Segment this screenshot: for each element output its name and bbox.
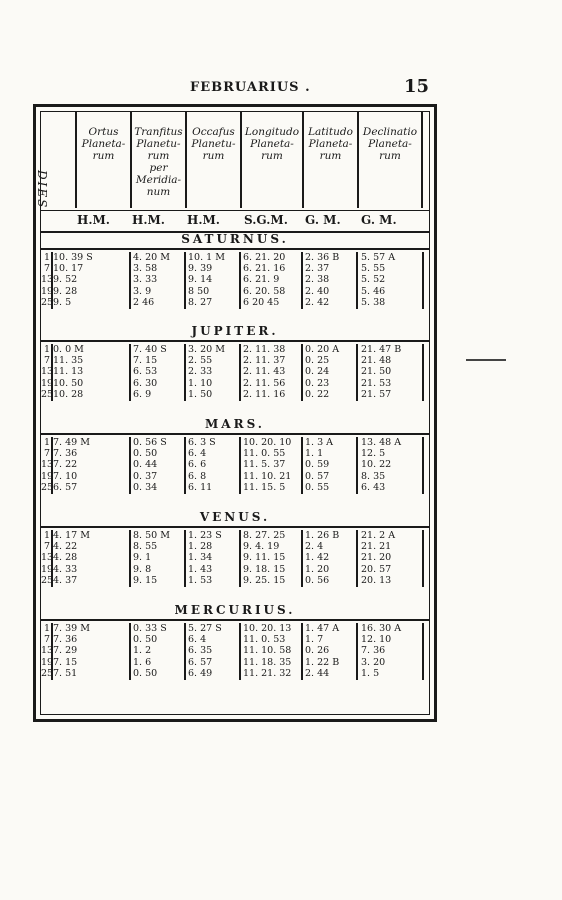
value-cell: 6. 21. 9 (243, 274, 280, 286)
value-cell: 2. 33 (188, 366, 213, 378)
column-rule (51, 437, 53, 494)
value-cell: 1. 34 (188, 552, 213, 564)
column-rule (356, 252, 358, 309)
value-cell: 1. 20 (305, 563, 330, 575)
value-cell: 8. 35 (361, 470, 386, 482)
value-cell: 7. 36 (53, 448, 78, 460)
day-cell: 25 (41, 296, 54, 308)
value-cell: 11. 10. 58 (243, 645, 292, 657)
section-rule (41, 433, 429, 435)
value-cell: 20. 57 (361, 563, 392, 575)
value-cell: 11. 21. 32 (243, 667, 292, 679)
column-header-row (35, 112, 429, 210)
value-cell: 10. 20. 10 (243, 437, 292, 448)
value-cell: 7. 36 (361, 645, 386, 657)
section-title: JUPITER. (191, 324, 279, 338)
value-cell: 4. 33 (53, 563, 78, 575)
value-cell: 8. 27. 25 (243, 530, 286, 541)
table-row (41, 378, 429, 389)
header-ortus (75, 112, 130, 208)
day-cell: 25 (41, 667, 54, 679)
value-cell: 3. 20 (361, 656, 386, 668)
column-rule (356, 530, 358, 587)
table-row (41, 623, 429, 634)
table-row (41, 366, 429, 377)
value-cell: 1. 50 (188, 388, 213, 400)
column-rule (356, 437, 358, 494)
value-cell: 8. 50 M (133, 530, 170, 541)
table-row (41, 645, 429, 656)
value-cell: 10. 1 M (188, 252, 225, 263)
value-cell: 9. 14 (188, 274, 213, 286)
day-cell: 19 (41, 377, 54, 389)
day-cell: 13 (41, 274, 54, 286)
header-latitudo-label: Latitudo Planeta- rum (308, 126, 353, 162)
table-row (41, 344, 429, 355)
value-cell: 4. 17 M (53, 530, 90, 541)
value-cell: 9. 39 (188, 263, 213, 275)
value-cell: 2. 11. 37 (243, 355, 286, 367)
dies-header (35, 138, 75, 210)
column-rule (356, 623, 358, 680)
header-ortus-label: Ortus Planeta- rum (81, 126, 126, 162)
header-longitudo (240, 112, 302, 208)
header-latitudo (302, 112, 357, 208)
value-cell: 21. 48 (361, 355, 392, 367)
dies-label: DIES (35, 170, 49, 210)
section-title: VENUS. (199, 510, 271, 524)
day-cell: 1 (43, 252, 50, 263)
value-cell: 10. 17 (53, 263, 84, 275)
value-cell: 0. 37 (133, 470, 158, 482)
value-cell: 5. 38 (361, 296, 386, 308)
value-cell: 1. 7 (305, 634, 324, 646)
header-occasus (185, 112, 240, 208)
value-cell: 1. 6 (133, 656, 152, 668)
value-cell: 11. 13 (53, 366, 84, 378)
unit-occasus: H.M. (187, 213, 220, 227)
value-cell: 1. 1 (305, 448, 324, 460)
value-cell: 9. 15 (133, 574, 158, 586)
value-cell: 0. 25 (305, 355, 330, 367)
value-cell: 7. 22 (53, 459, 78, 471)
value-cell: 1. 42 (305, 552, 330, 564)
value-cell: 9. 5 (53, 296, 72, 308)
column-rule (422, 623, 424, 680)
value-cell: 1. 3 A (305, 437, 334, 448)
value-cell: 12. 5 (361, 448, 386, 460)
unit-transitus: H.M. (132, 213, 165, 227)
day-cell: 1 (43, 530, 50, 541)
running-head (0, 76, 562, 102)
value-cell: 11. 35 (53, 355, 84, 367)
section-rule (41, 619, 429, 621)
value-cell: 9. 18. 15 (243, 563, 286, 575)
value-cell: 6. 21. 20 (243, 252, 286, 263)
unit-latitudo: G. M. (305, 213, 341, 227)
column-rule (239, 623, 241, 680)
value-cell: 21. 57 (361, 388, 392, 400)
value-cell: 6. 30 (133, 377, 158, 389)
value-cell: 21. 21 (361, 541, 392, 553)
table-row (41, 263, 429, 274)
value-cell: 8. 27 (188, 296, 213, 308)
day-cell: 7 (43, 448, 50, 460)
value-cell: 7. 15 (133, 355, 158, 367)
day-cell: 25 (41, 481, 54, 493)
section-title: MERCURIUS. (174, 603, 296, 617)
value-cell: 9. 11. 15 (243, 552, 286, 564)
header-occasus-label: Occafus Planetu- rum (191, 126, 236, 162)
value-cell: 6. 43 (361, 481, 386, 493)
value-cell: 0. 50 (133, 667, 158, 679)
column-rule (51, 623, 53, 680)
value-cell: 20. 13 (361, 574, 392, 586)
value-cell: 2. 11. 43 (243, 366, 286, 378)
column-rule (422, 530, 424, 587)
value-cell: 0. 20 A (305, 344, 340, 355)
value-cell: 7. 49 M (53, 437, 90, 448)
value-cell: 1. 43 (188, 563, 213, 575)
value-cell: 0. 33 S (133, 623, 167, 634)
value-cell: 6 20 45 (243, 296, 280, 308)
value-cell: 6. 8 (188, 470, 207, 482)
value-cell: 0. 56 (305, 574, 330, 586)
value-cell: 10. 28 (53, 388, 84, 400)
value-cell: 1. 47 A (305, 623, 340, 634)
unit-longitudo: S.G.M. (244, 213, 288, 227)
column-rule (184, 252, 186, 309)
unit-ortus: H.M. (77, 213, 110, 227)
value-cell: 9. 4. 19 (243, 541, 280, 553)
column-rule (129, 344, 131, 401)
value-cell: 2. 40 (305, 285, 330, 297)
value-cell: 0. 50 (133, 448, 158, 460)
table-inner-frame (35, 111, 430, 715)
day-cell: 19 (41, 470, 54, 482)
value-cell: 5. 55 (361, 263, 386, 275)
value-cell: 7. 15 (53, 656, 78, 668)
section-title: MARS. (205, 417, 265, 431)
value-cell: 0. 56 S (133, 437, 167, 448)
day-cell: 13 (41, 459, 54, 471)
value-cell: 0. 26 (305, 645, 330, 657)
column-rule (184, 437, 186, 494)
section-rows (41, 623, 429, 679)
column-rule (239, 252, 241, 309)
value-cell: 6. 57 (188, 656, 213, 668)
value-cell: 0. 0 M (53, 344, 84, 355)
value-cell: 0. 34 (133, 481, 158, 493)
value-cell: 10. 39 S (53, 252, 93, 263)
value-cell: 0. 57 (305, 470, 330, 482)
value-cell: 5. 57 A (361, 252, 396, 263)
value-cell: 21. 20 (361, 552, 392, 564)
value-cell: 6. 11 (188, 481, 213, 493)
value-cell: 2. 55 (188, 355, 213, 367)
value-cell: 4. 37 (53, 574, 78, 586)
value-cell: 9. 25. 15 (243, 574, 286, 586)
value-cell: 2. 11. 16 (243, 388, 286, 400)
value-cell: 3. 58 (133, 263, 158, 275)
value-cell: 2. 44 (305, 667, 330, 679)
table-frame (33, 104, 437, 722)
value-cell: 6. 4 (188, 448, 207, 460)
value-cell: 6. 20. 58 (243, 285, 286, 297)
day-cell: 7 (43, 634, 50, 646)
value-cell: 1. 26 B (305, 530, 340, 541)
section-title: SATURNUS. (181, 232, 289, 246)
column-rule (422, 344, 424, 401)
section-rows (41, 437, 429, 493)
value-cell: 9. 1 (133, 552, 152, 564)
value-cell: 11. 18. 35 (243, 656, 292, 668)
day-cell: 7 (43, 263, 50, 275)
value-cell: 13. 48 A (361, 437, 402, 448)
column-rule (301, 344, 303, 401)
value-cell: 6. 9 (133, 388, 152, 400)
value-cell: 3. 33 (133, 274, 158, 286)
value-cell: 0. 24 (305, 366, 330, 378)
value-cell: 7. 51 (53, 667, 78, 679)
day-cell: 7 (43, 541, 50, 553)
table-row (41, 541, 429, 552)
value-cell: 8. 55 (133, 541, 158, 553)
value-cell: 21. 53 (361, 377, 392, 389)
table-row (41, 459, 429, 470)
value-cell: 11. 10. 21 (243, 470, 292, 482)
day-cell: 1 (43, 623, 50, 634)
value-cell: 7. 29 (53, 645, 78, 657)
value-cell: 2 46 (133, 296, 155, 308)
column-rule (184, 344, 186, 401)
value-cell: 7. 10 (53, 470, 78, 482)
column-rule (422, 252, 424, 309)
column-rule (129, 530, 131, 587)
header-transitus (130, 112, 185, 208)
column-rule (51, 252, 53, 309)
value-cell: 0. 44 (133, 459, 158, 471)
day-cell: 19 (41, 656, 54, 668)
section-rule (41, 340, 429, 342)
column-rule (301, 252, 303, 309)
table-row (41, 297, 429, 308)
table-row (41, 471, 429, 482)
table-row (41, 634, 429, 645)
value-cell: 2. 11. 38 (243, 344, 286, 355)
value-cell: 8 50 (188, 285, 210, 297)
value-cell: 6. 57 (53, 481, 78, 493)
value-cell: 6. 6 (188, 459, 207, 471)
value-cell: 5. 27 S (188, 623, 222, 634)
value-cell: 0. 50 (133, 634, 158, 646)
value-cell: 21. 2 A (361, 530, 396, 541)
column-rule (422, 437, 424, 494)
value-cell: 0. 22 (305, 388, 330, 400)
value-cell: 1. 28 (188, 541, 213, 553)
column-rule (51, 530, 53, 587)
value-cell: 0. 55 (305, 481, 330, 493)
value-cell: 7. 39 M (53, 623, 90, 634)
value-cell: 0. 23 (305, 377, 330, 389)
value-cell: 4. 28 (53, 552, 78, 564)
day-cell: 1 (43, 344, 50, 355)
value-cell: 9. 28 (53, 285, 78, 297)
value-cell: 12. 10 (361, 634, 392, 646)
day-cell: 25 (41, 388, 54, 400)
table-row (41, 448, 429, 459)
value-cell: 11. 15. 5 (243, 481, 286, 493)
value-cell: 2. 38 (305, 274, 330, 286)
value-cell: 1. 53 (188, 574, 213, 586)
column-rule (129, 623, 131, 680)
day-cell: 19 (41, 285, 54, 297)
value-cell: 7. 40 S (133, 344, 167, 355)
table-row (41, 437, 429, 448)
value-cell: 9. 52 (53, 274, 78, 286)
column-rule (239, 437, 241, 494)
table-row (41, 552, 429, 563)
value-cell: 4. 20 M (133, 252, 170, 263)
column-rule (239, 530, 241, 587)
day-cell: 13 (41, 552, 54, 564)
value-cell: 0. 59 (305, 459, 330, 471)
value-cell: 21. 50 (361, 366, 392, 378)
value-cell: 2. 11. 56 (243, 377, 286, 389)
column-rule (239, 344, 241, 401)
value-cell: 16. 30 A (361, 623, 402, 634)
value-cell: 2. 4 (305, 541, 324, 553)
column-rule (301, 437, 303, 494)
table-row (41, 657, 429, 668)
table-row (41, 575, 429, 586)
value-cell: 3. 9 (133, 285, 152, 297)
column-rule (184, 530, 186, 587)
section-rows (41, 530, 429, 586)
page-number: 15 (404, 76, 430, 97)
value-cell: 21. 47 B (361, 344, 402, 355)
running-title: FEBRUARIUS . (190, 80, 311, 95)
unit-declinatio: G. M. (361, 213, 397, 227)
day-cell: 7 (43, 355, 50, 367)
value-cell: 6. 4 (188, 634, 207, 646)
value-cell: 11. 0. 53 (243, 634, 286, 646)
value-cell: 3. 20 M (188, 344, 225, 355)
value-cell: 1. 10 (188, 377, 213, 389)
day-cell: 19 (41, 563, 54, 575)
table-row (41, 668, 429, 679)
table-row (41, 564, 429, 575)
section-rows (41, 252, 429, 308)
column-rule (356, 344, 358, 401)
value-cell: 7. 36 (53, 634, 78, 646)
value-cell: 1. 5 (361, 667, 380, 679)
column-rule (51, 344, 53, 401)
value-cell: 10. 22 (361, 459, 392, 471)
section-rule (41, 526, 429, 528)
column-rule (301, 623, 303, 680)
section-rows (41, 344, 429, 400)
value-cell: 6. 3 S (188, 437, 216, 448)
day-cell: 1 (43, 437, 50, 448)
value-cell: 6. 35 (188, 645, 213, 657)
value-cell: 6. 53 (133, 366, 158, 378)
value-cell: 5. 46 (361, 285, 386, 297)
ink-smudge (466, 359, 506, 361)
table-row (41, 530, 429, 541)
value-cell: 2. 36 B (305, 252, 340, 263)
value-cell: 5. 52 (361, 274, 386, 286)
column-rule (129, 437, 131, 494)
table-row (41, 389, 429, 400)
header-declinatio-label: Declinatio Planeta- rum (362, 126, 418, 162)
day-cell: 13 (41, 366, 54, 378)
day-cell: 25 (41, 574, 54, 586)
header-longitudo-label: Longitudo Planeta- rum (244, 126, 300, 162)
value-cell: 6. 49 (188, 667, 213, 679)
value-cell: 2. 42 (305, 296, 330, 308)
table-row (41, 274, 429, 285)
header-transitus-label: Tranfitus Planetu- rum per Meridia- num (134, 126, 183, 198)
value-cell: 1. 22 B (305, 656, 340, 668)
value-cell: 11. 0. 55 (243, 448, 286, 460)
column-rule (301, 530, 303, 587)
value-cell: 4. 22 (53, 541, 78, 553)
value-cell: 11. 5. 37 (243, 459, 286, 471)
table-row (41, 355, 429, 366)
column-rule (129, 252, 131, 309)
value-cell: 10. 20. 13 (243, 623, 292, 634)
value-cell: 1. 2 (133, 645, 152, 657)
value-cell: 1. 23 S (188, 530, 222, 541)
header-declinatio (357, 112, 423, 208)
value-cell: 9. 8 (133, 563, 152, 575)
table-row (41, 252, 429, 263)
value-cell: 2. 37 (305, 263, 330, 275)
section-rule (41, 248, 429, 250)
units-row (41, 210, 429, 233)
table-row (41, 286, 429, 297)
value-cell: 10. 50 (53, 377, 84, 389)
table-row (41, 482, 429, 493)
value-cell: 6. 21. 16 (243, 263, 286, 275)
day-cell: 13 (41, 645, 54, 657)
column-rule (184, 623, 186, 680)
